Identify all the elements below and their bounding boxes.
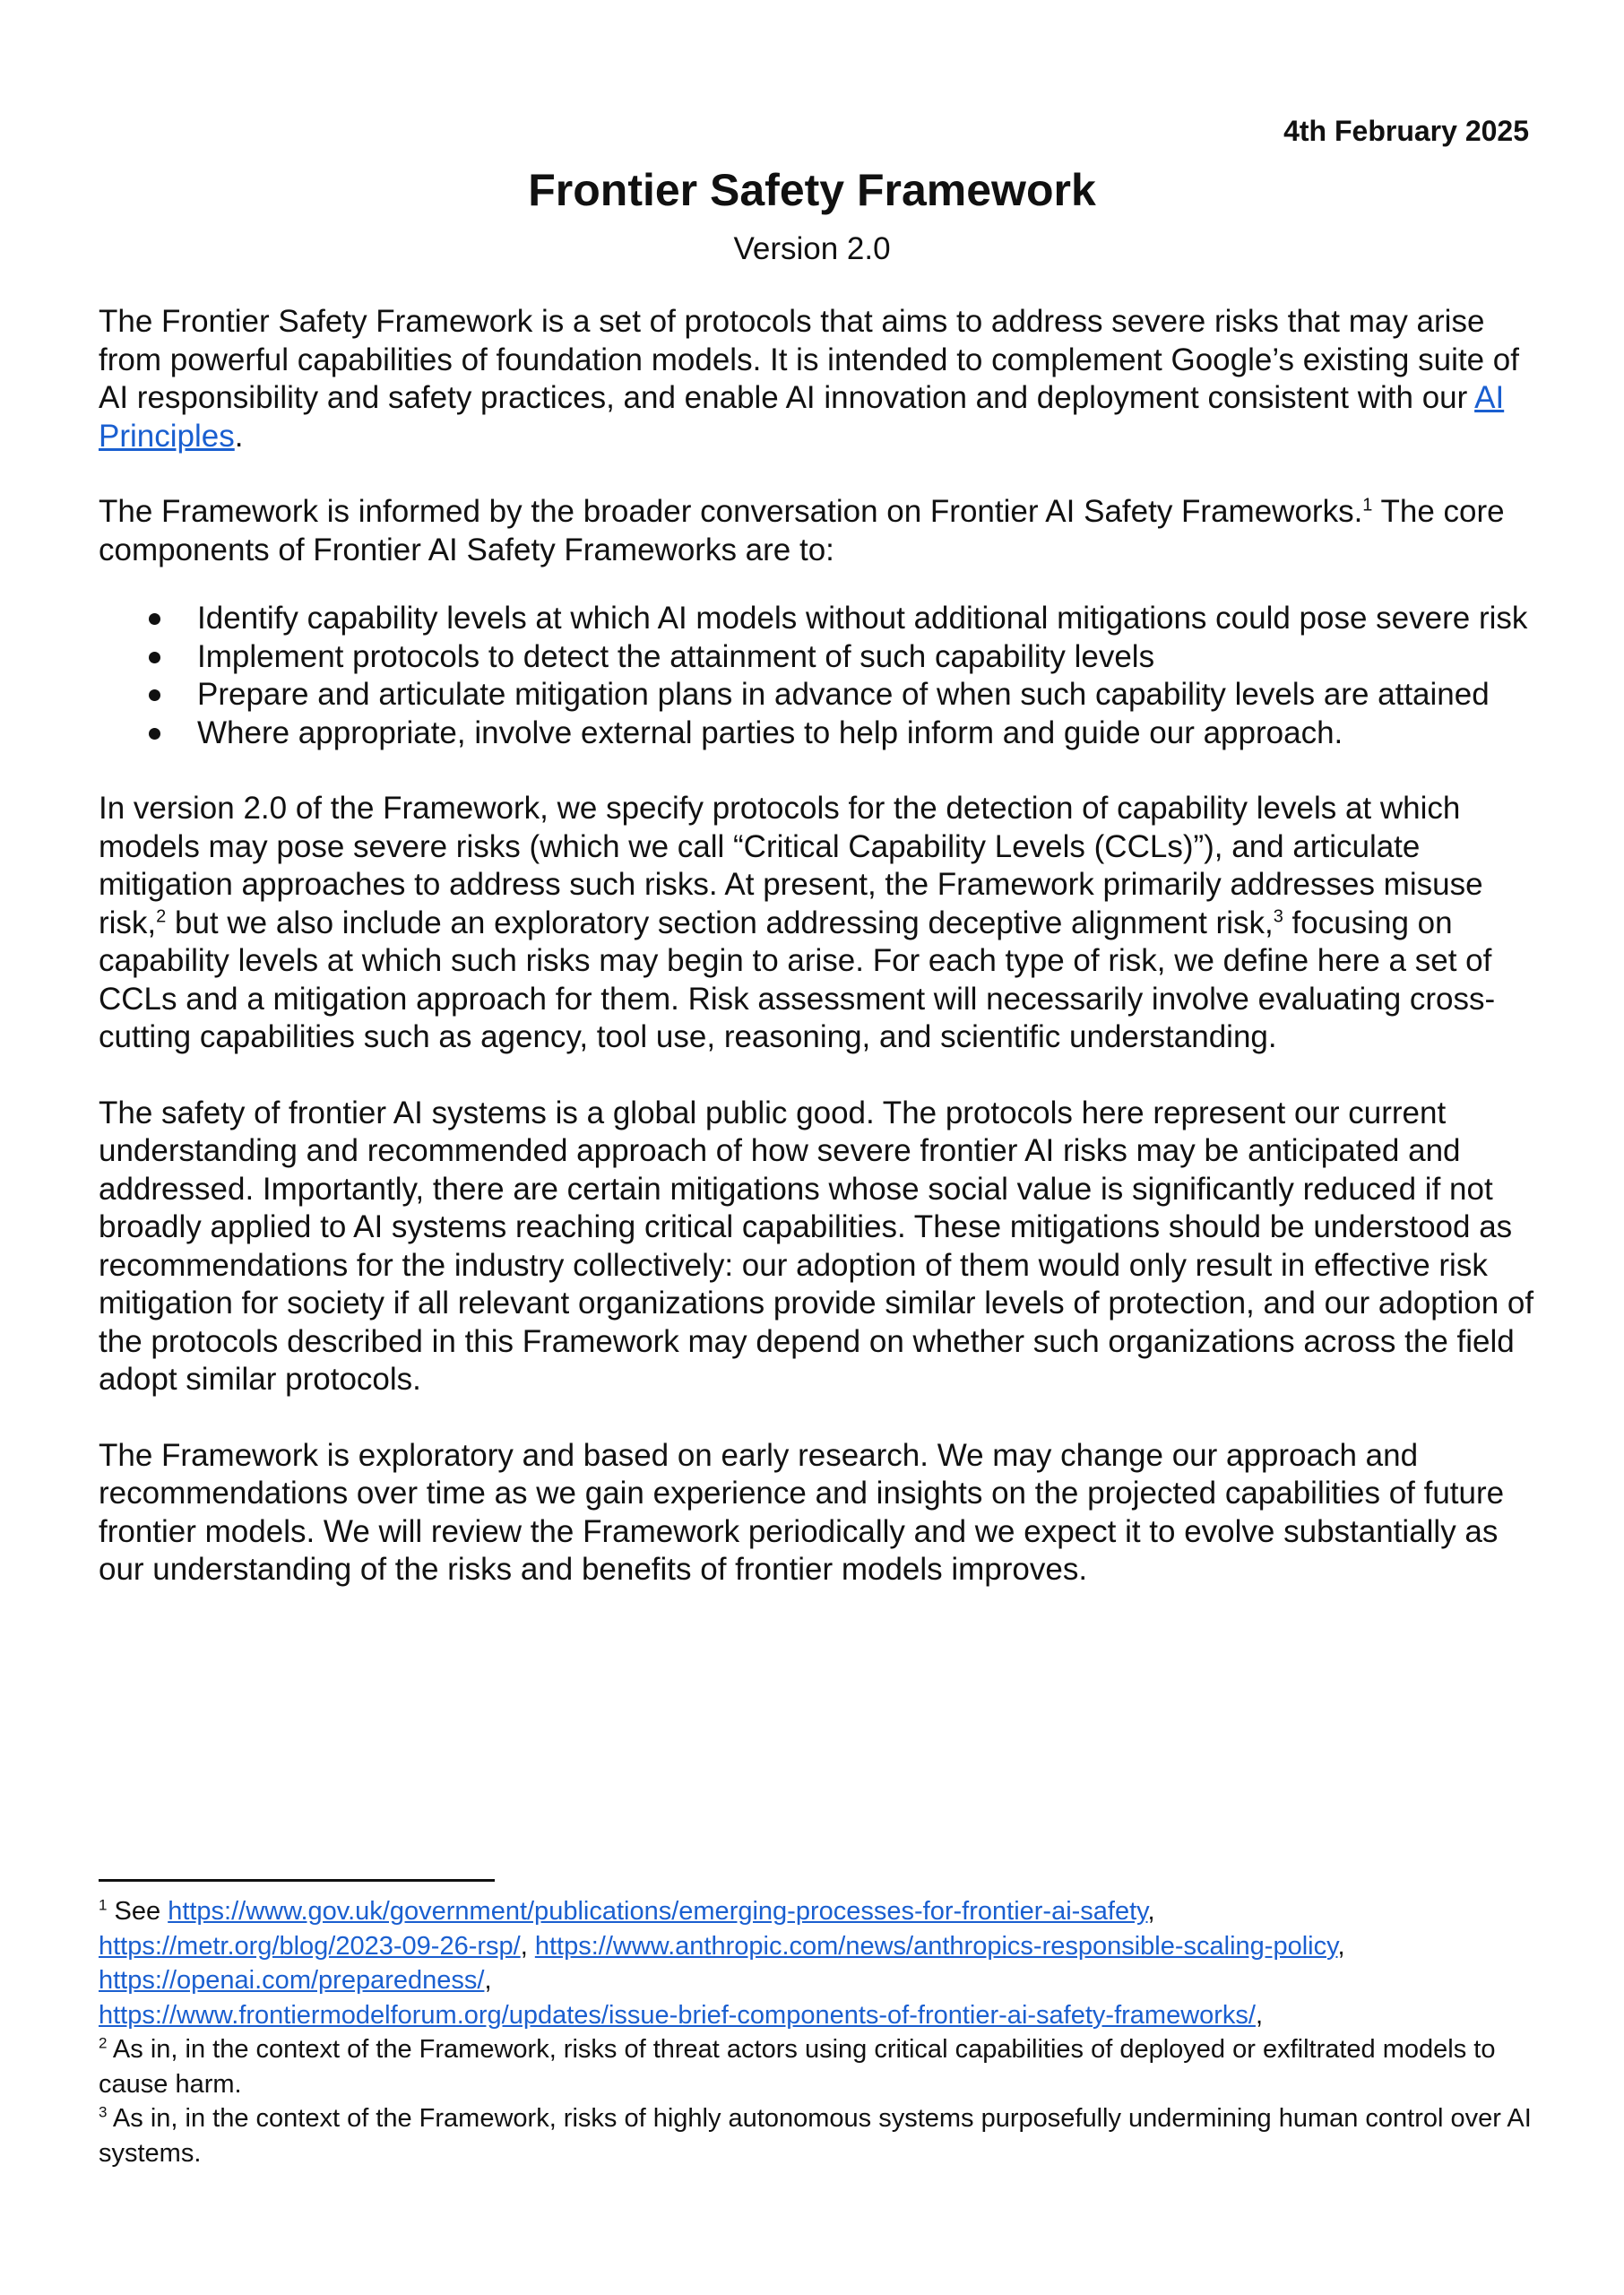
footnote-number: 1 xyxy=(99,1896,108,1914)
version-text-2: but we also include an exploratory section addressing deceptive alignment risk, xyxy=(166,905,1274,940)
separator: , xyxy=(1147,1897,1155,1926)
footnote-link-metr[interactable]: https://metr.org/blog/2023-09-26-rsp/ xyxy=(99,1931,521,1961)
footnote-1 xyxy=(99,1894,1551,2032)
footnote-link-frontier-model-forum[interactable]: https://www.frontiermodelforum.org/updates/issue-brief-components-of-frontier-ai-safety-frameworks/ xyxy=(99,2000,1256,2030)
components-text-after: The core components of Frontier AI Safety Frameworks are to: xyxy=(99,494,1505,567)
bullet-icon xyxy=(149,689,160,701)
public-good-paragraph: The safety of frontier AI systems is a global public good. The protocols here represent our current understanding and recommended approach of how severe frontier AI risks may be anticipated and addressed. Importantly, there are certain mitigations whose social value is significantly reduced if not broadly applied to AI systems reaching critical capabilities. These mitigations should be understood as recommendations for the industry collectively: our adoption of them would only result in effective risk mitigation for society if all relevant organizations provide similar levels of protection, and our adoption of the protocols described in this Framework may depend on whether such organizations across the field adopt similar protocols. xyxy=(99,1095,1534,1397)
footnote-link-anthropic[interactable]: https://www.anthropic.com/news/anthropics-responsible-scaling-policy xyxy=(534,1931,1338,1961)
footnote-text: As in, in the context of the Framework, risks of threat actors using critical capabilities of deployed or exfiltrated models to cause harm. xyxy=(99,2035,1496,2099)
document-version: Version 2.0 xyxy=(733,231,891,266)
ai-principles-link[interactable]: AI Principles xyxy=(99,380,1505,454)
document-date: 4th February 2025 xyxy=(1283,115,1529,147)
intro-paragraph xyxy=(99,303,1540,455)
list-item-text: Where appropriate, involve external parties to help inform and guide our approach. xyxy=(197,714,1343,750)
exploratory-paragraph: The Framework is exploratory and based on early research. We may change our approach and recommendations over time as we gain experience and insights on the projected capabilities of future frontier models. We will review the Framework periodically and we expect it to evolve substantially as our understanding of the risks and benefits of frontier models improves. xyxy=(99,1437,1505,1587)
footnote-divider xyxy=(99,1879,495,1882)
footnote-ref-2[interactable]: 2 xyxy=(156,905,167,926)
version-text-1: In version 2.0 of the Framework, we specify protocols for the detection of capability levels at which models may pose severe risks (which we call “Critical Capability Levels (CCLs)”), and articulate mitigation approaches to address such risks. At present, the Framework primarily addresses misuse risk, xyxy=(99,791,1483,940)
separator: , xyxy=(520,1931,528,1961)
separator: , xyxy=(1255,2000,1264,2030)
version-paragraph xyxy=(99,790,1540,1057)
intro-end: . xyxy=(234,418,244,454)
list-item xyxy=(99,600,1540,638)
list-item xyxy=(99,676,1540,714)
components-list xyxy=(99,600,1540,752)
list-item xyxy=(99,714,1540,753)
footnote-2 xyxy=(99,2032,1551,2101)
document-title: Frontier Safety Framework xyxy=(528,165,1096,215)
footnote-text: As in, in the context of the Framework, risks of highly autonomous systems purposefully undermining human control over AI systems. xyxy=(99,2104,1532,2168)
bullet-icon xyxy=(149,652,160,663)
separator: , xyxy=(1337,1931,1345,1961)
list-item-text: Implement protocols to detect the attainment of such capability levels xyxy=(197,638,1155,674)
components-text-before: The Framework is informed by the broader conversation on Frontier AI Safety Frameworks. xyxy=(99,494,1363,529)
footnote-number: 3 xyxy=(99,2103,108,2121)
list-item-text: Identify capability levels at which AI models without additional mitigations could pose severe risk xyxy=(197,601,1528,636)
bullet-icon xyxy=(149,728,160,740)
footnote-link-gov-uk[interactable]: https://www.gov.uk/government/publications/emerging-processes-for-frontier-ai-safety xyxy=(168,1897,1148,1926)
footnote-ref-3[interactable]: 3 xyxy=(1273,905,1283,926)
document-body xyxy=(99,303,1540,1627)
footnote-link-openai[interactable]: https://openai.com/preparedness/ xyxy=(99,1966,485,1995)
footnotes xyxy=(99,1894,1551,2170)
bullet-icon xyxy=(149,613,160,625)
list-item xyxy=(99,638,1540,677)
separator: , xyxy=(484,1966,492,1995)
version-text-3: focusing on capability levels at which such risks may begin to arise. For each type of risk, we define here a set of CCLs and a mitigation approach for them. Risk assessment will necessarily involve evaluating cross-cutting capabilities such as agency, tool use, reasoning, and scientific understanding. xyxy=(99,905,1496,1054)
footnote-3 xyxy=(99,2101,1551,2170)
footnote-prefix: See xyxy=(107,1897,168,1926)
footnote-ref-1[interactable]: 1 xyxy=(1362,495,1373,515)
footnote-number: 2 xyxy=(99,2034,108,2052)
list-item-text: Prepare and articulate mitigation plans in advance of when such capability levels are attained xyxy=(197,677,1490,712)
components-paragraph xyxy=(99,493,1540,569)
intro-text: The Frontier Safety Framework is a set of protocols that aims to address severe risks that may arise from powerful capabilities of foundation models. It is intended to complement Google’s existing suite of AI responsibility and safety practices, and enable AI innovation and deployment consistent with our xyxy=(99,304,1519,415)
